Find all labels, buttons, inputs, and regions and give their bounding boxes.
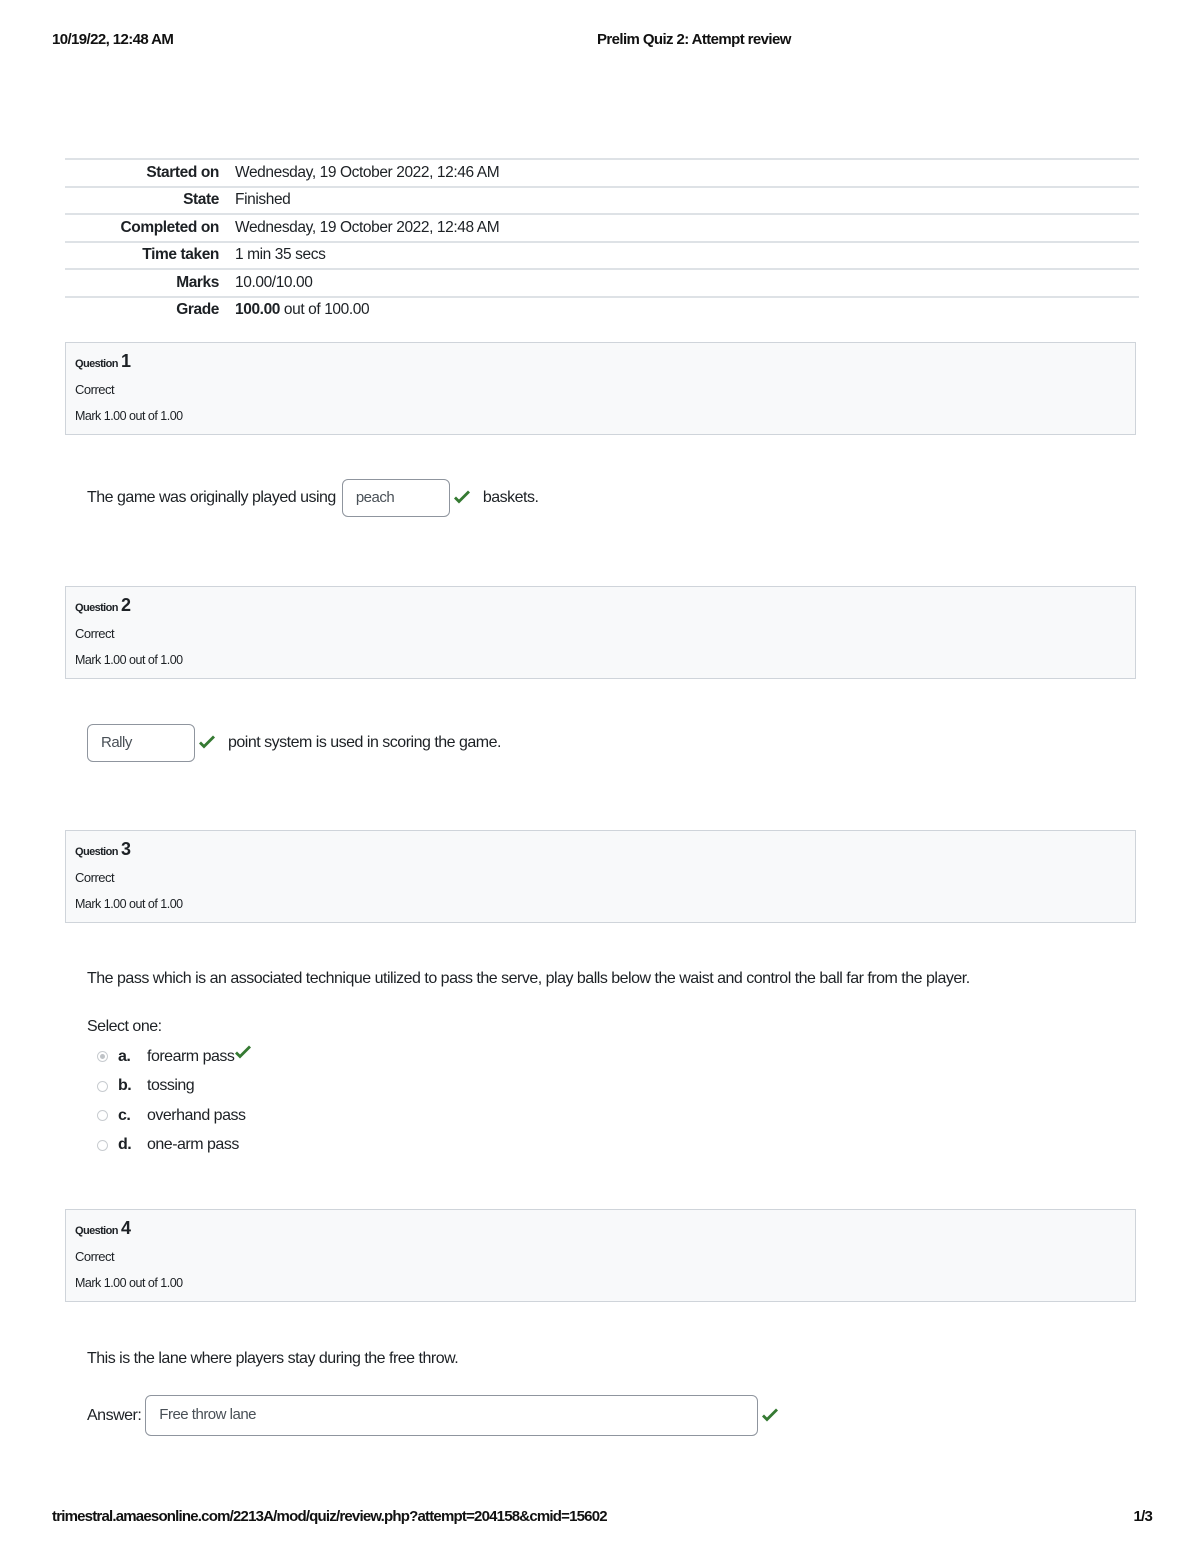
print-page-title: Prelim Quiz 2: Attempt review (597, 31, 791, 48)
summary-value (235, 301, 369, 319)
answer-option[interactable] (87, 1042, 252, 1072)
question-mark: Mark 1.00 out of 1.00 (75, 1276, 183, 1290)
answer-input[interactable]: Free throw lane (145, 1395, 758, 1436)
attempt-summary-table (65, 158, 1139, 323)
question-4-info (65, 1209, 1136, 1302)
answer-option[interactable] (87, 1131, 252, 1161)
radio-button[interactable] (97, 1081, 108, 1092)
answer-option[interactable] (87, 1072, 252, 1102)
correct-check-icon (453, 490, 471, 506)
question-number: Question 2 (75, 595, 132, 615)
summary-label: Started on (146, 163, 219, 181)
option-text: one-arm pass (147, 1136, 239, 1154)
answer-input[interactable]: Rally (87, 724, 195, 762)
correct-check-icon (234, 1045, 252, 1061)
question-1-content (87, 479, 538, 517)
select-prompt: Select one: (87, 1018, 162, 1035)
question-3-info (65, 830, 1136, 923)
option-letter: c. (118, 1106, 131, 1124)
answer-input[interactable]: peach (342, 479, 450, 517)
grade-score: 100.00 (235, 301, 281, 319)
question-number: Question 3 (75, 839, 132, 859)
question-state: Correct (75, 382, 115, 397)
grade-total: out of 100.00 (280, 301, 370, 319)
answer-label: Answer: (87, 1406, 142, 1424)
summary-value: Finished (235, 191, 291, 209)
question-number: Question 4 (75, 1218, 132, 1238)
summary-label: Completed on (120, 218, 219, 236)
page-url: trimestral.amaesonline.com/2213A/mod/quiz/review.php?attempt=204158&cmid=15602 (52, 1508, 607, 1525)
question-number-value: 1 (121, 351, 132, 371)
question-mark: Mark 1.00 out of 1.00 (75, 409, 183, 423)
question-2-content (87, 724, 501, 762)
question-number-value: 4 (121, 1218, 132, 1238)
question-3-text: The pass which is an associated technique utilized to pass the serve, play balls below the waist and control the ball far from the player. (87, 970, 970, 987)
question-mark: Mark 1.00 out of 1.00 (75, 897, 183, 911)
correct-check-icon (761, 1408, 779, 1424)
summary-label: Marks (176, 273, 219, 291)
print-datetime: 10/19/22, 12:48 AM (52, 31, 174, 48)
question-text: The game was originally played using (87, 489, 336, 506)
summary-row-time-taken (65, 243, 1139, 271)
summary-row-grade (65, 298, 1139, 324)
question-text-after: baskets. (482, 489, 539, 506)
summary-value: 10.00/10.00 (235, 273, 313, 291)
question-mark: Mark 1.00 out of 1.00 (75, 653, 183, 667)
question-4-text: This is the lane where players stay during the free throw. (87, 1350, 459, 1367)
option-text: overhand pass (147, 1106, 246, 1124)
option-letter: d. (118, 1136, 132, 1154)
question-3-answers (87, 1018, 252, 1160)
summary-row-marks (65, 270, 1139, 298)
summary-value: 1 min 35 secs (235, 246, 326, 264)
answer-option[interactable] (87, 1101, 252, 1131)
radio-button[interactable] (97, 1140, 108, 1151)
question-number: Question 1 (75, 351, 132, 371)
question-state: Correct (75, 626, 115, 641)
option-text: forearm pass (147, 1047, 235, 1065)
summary-label: Time taken (142, 246, 219, 264)
radio-button[interactable] (97, 1051, 108, 1062)
correct-check-icon (198, 735, 216, 751)
question-number-value: 2 (121, 595, 132, 615)
summary-label: Grade (176, 301, 219, 319)
summary-value: Wednesday, 19 October 2022, 12:48 AM (235, 218, 500, 236)
summary-row-completed (65, 215, 1139, 243)
option-letter: a. (118, 1047, 131, 1065)
page-number: 1/3 (1133, 1508, 1152, 1525)
question-2-info (65, 586, 1136, 679)
radio-button[interactable] (97, 1110, 108, 1121)
option-letter: b. (118, 1077, 132, 1095)
question-4-answer-row (87, 1395, 779, 1436)
option-text: tossing (147, 1077, 195, 1095)
summary-label: State (183, 191, 219, 209)
summary-value: Wednesday, 19 October 2022, 12:46 AM (235, 163, 500, 181)
summary-row-started (65, 160, 1139, 188)
question-state: Correct (75, 1249, 115, 1264)
summary-row-state (65, 188, 1139, 216)
question-1-info (65, 342, 1136, 435)
question-number-value: 3 (121, 839, 132, 859)
question-text-after: point system is used in scoring the game. (228, 734, 501, 751)
question-state: Correct (75, 870, 115, 885)
